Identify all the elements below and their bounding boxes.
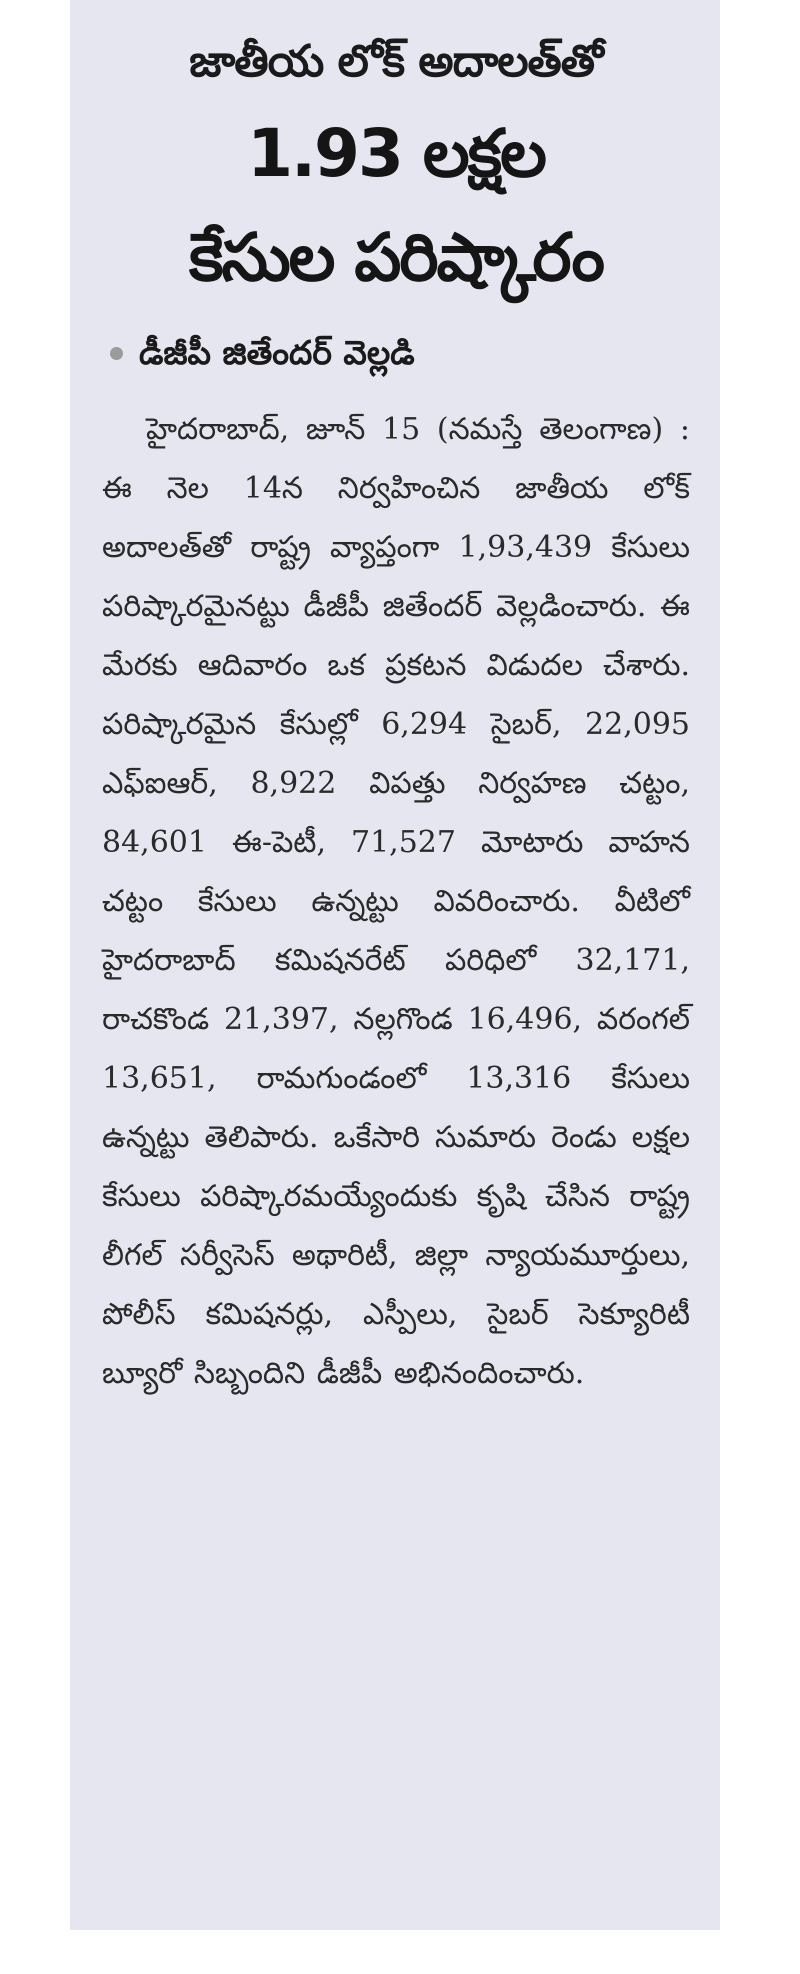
article-headline-line-1: 1.93 లక్షల [247,115,545,192]
article-headline-line-2: కేసుల పరిష్కారం [189,219,603,296]
subhead-text: డీజీపీ జితేందర్ వెల్లడి [139,333,415,372]
article-kicker: జాతీయ లోక్ అదాలత్‌తో [189,36,603,87]
newspaper-clipping [70,0,720,1930]
article-subhead [110,328,690,378]
bullet-icon [110,347,123,360]
article-body: హైదరాబాద్, జూన్ 15 (నమస్తే తెలంగాణ) : ఈ నెల 14న నిర్వహించిన జాతీయ లోక్ అదాలత్‌తో రాష్ట్ర వ్యాప్తంగా 1,93,439 కేసులు పరిష్కారమైనట్టు డీజీపీ జితేందర్ వెల్లడించారు. ఈ మేరకు ఆదివారం ఒక ప్రకటన విడుదల చేశారు. పరిష్కారమైన కేసుల్లో 6,294 సైబర్, 22,095 ఎఫ్ఐఆర్, 8,922 విపత్తు నిర్వహణ చట్టం, 84,601 ఈ-పెటీ, 71,527 మోటారు వాహన చట్టం కేసులు ఉన్నట్టు వివరించారు. వీటిలో హైదరాబాద్ కమిషనరేట్ పరిధిలో 32,171, రాచకొండ 21,397, నల్లగొండ 16,496, వరంగల్ 13,651, రామగుండంలో 13,316 కేసులు ఉన్నట్టు తెలిపారు. ఒకేసారి సుమారు రెండు లక్షల కేసులు పరిష్కారమయ్యేందుకు కృషి చేసిన రాష్ట్ర లీగల్ సర్వీసెస్ అథారిటీ, జిల్లా న్యాయమూర్తులు, పోలీస్ కమిషనర్లు, ఎస్పీలు, సైబర్ సెక్యూరిటీ బ్యూరో సిబ్బందిని డీజీపీ అభినందించారు. [102,412,690,1391]
